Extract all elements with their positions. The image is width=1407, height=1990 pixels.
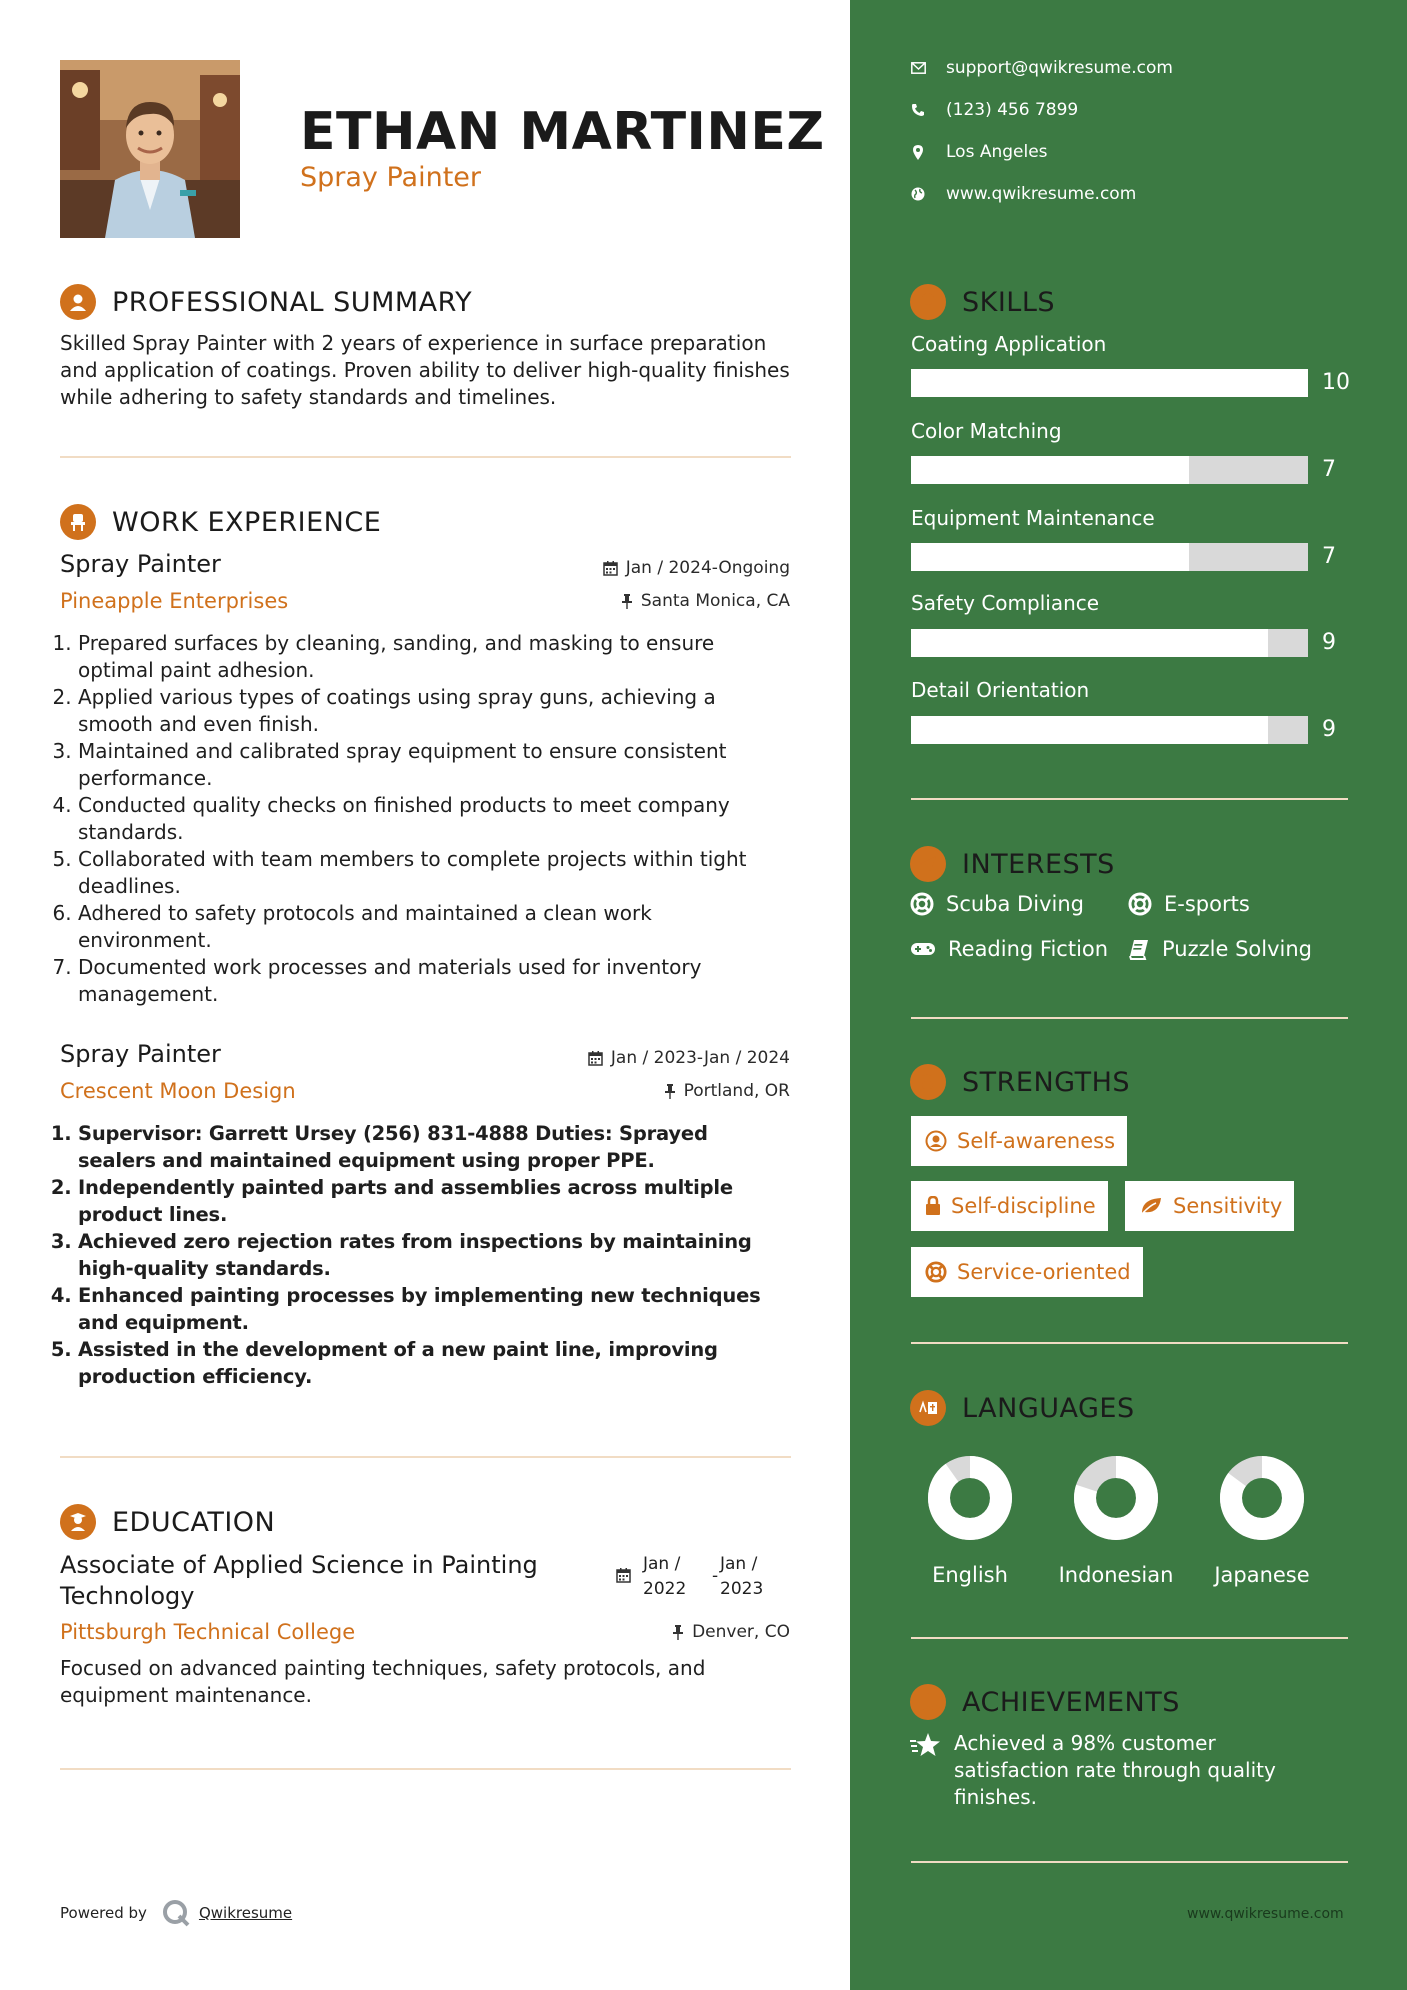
skill-rating: 9 — [1322, 630, 1336, 655]
language-name: Indonesian — [1058, 1563, 1174, 1587]
strength-chip: Self-discipline — [911, 1181, 1108, 1231]
skill-bar-fill — [911, 369, 1308, 397]
gamepad-icon — [910, 940, 936, 958]
candidate-title: Spray Painter — [300, 162, 482, 193]
calendar-icon — [616, 1568, 631, 1587]
list-item: 5. Collaborated with team members to complete projects within tight deadlines. — [78, 846, 780, 900]
job-title: Spray Painter — [60, 1040, 221, 1068]
candidate-name: ETHAN MARTINEZ — [300, 102, 825, 162]
job-company: Crescent Moon Design — [60, 1079, 296, 1103]
job-location: Santa Monica, CA — [621, 591, 790, 611]
contact-website[interactable]: www.qwikresume.com — [910, 184, 1136, 204]
list-item: 4. Conducted quality checks on finished products to meet company standards. — [78, 792, 780, 846]
list-item: 3. Maintained and calibrated spray equipment to ensure consistent performance. — [78, 738, 780, 792]
divider — [60, 1768, 791, 1770]
paper-plane-icon — [910, 846, 946, 882]
lifebuoy-icon — [910, 892, 934, 916]
skill-name: Detail Orientation — [911, 678, 1090, 702]
education-heading-text: EDUCATION — [112, 1506, 276, 1538]
strength-chip: Self-awareness — [911, 1116, 1127, 1166]
skill-bar — [911, 369, 1308, 397]
interest-item: Scuba Diving — [910, 892, 1084, 916]
education-heading — [60, 1504, 275, 1540]
skill-bar-fill — [911, 716, 1268, 744]
summary-text: Skilled Spray Painter with 2 years of experience in surface preparation and application of coatings. Proven ability to deliver high-quality finishes while adhering to safety standards and timelines. — [60, 331, 790, 409]
achievement-item: Achieved a 98% customer satisfaction rate through quality finishes. — [910, 1730, 1294, 1811]
divider — [60, 1456, 791, 1458]
summary-heading-text: PROFESSIONAL SUMMARY — [112, 286, 473, 318]
job-title: Spray Painter — [60, 550, 221, 578]
job-company: Pineapple Enterprises — [60, 589, 289, 613]
language-item — [900, 1455, 1040, 1587]
star-icon — [910, 1732, 942, 1811]
language-item — [1192, 1455, 1332, 1587]
interests-heading-text: INTERESTS — [962, 848, 1115, 880]
list-item: 1. Supervisor: Garrett Ursey (256) 831-4888 Duties: Sprayed sealers and maintained equipment using proper PPE. — [78, 1120, 790, 1174]
experience-heading-text: WORK EXPERIENCE — [112, 506, 382, 538]
language-name: Japanese — [1214, 1563, 1310, 1587]
education-date: Jan / 2022 - Jan / 2023 — [616, 1552, 796, 1602]
skill-name: Safety Compliance — [911, 591, 1100, 615]
languages-heading-text: LANGUAGES — [962, 1392, 1135, 1424]
powered-by: Powered by Qwikresume — [60, 1898, 292, 1928]
skill-bar — [911, 629, 1308, 657]
education-description: Focused on advanced painting techniques, safety protocols, and equipment maintenance. — [60, 1656, 706, 1707]
list-item: 7. Documented work processes and materials used for inventory management. — [78, 954, 780, 1008]
star-badge-icon — [910, 1684, 946, 1720]
skill-bar — [911, 456, 1308, 484]
strength-chip: Service-oriented — [911, 1247, 1143, 1297]
divider — [911, 1637, 1348, 1639]
pin-icon — [664, 1084, 676, 1099]
skill-name: Color Matching — [911, 419, 1062, 443]
book-icon — [1128, 938, 1150, 960]
interest-item: E-sports — [1128, 892, 1250, 916]
achievements-heading-text: ACHIEVEMENTS — [962, 1686, 1180, 1718]
skill-bar-fill — [911, 456, 1189, 484]
skill-rating: 10 — [1322, 370, 1350, 395]
degree-name: Associate of Applied Science in Painting Technology — [60, 1551, 538, 1610]
skill-bar-fill — [911, 543, 1189, 571]
profile-photo — [60, 60, 240, 238]
education-location: Denver, CO — [672, 1622, 790, 1642]
strengths-heading — [910, 1064, 1130, 1100]
language-ring-fill — [939, 1467, 1001, 1529]
contact-location: Los Angeles — [910, 142, 1048, 162]
list-item: 6. Adhered to safety protocols and maintained a clean work environment. — [78, 900, 780, 954]
graduate-icon — [60, 1504, 96, 1540]
calendar-icon — [588, 1051, 603, 1066]
summary-heading — [60, 284, 472, 320]
list-item: 2. Applied various types of coatings using spray guns, achieving a smooth and even finish. — [78, 684, 780, 738]
languages-heading — [910, 1390, 1135, 1426]
language-name: English — [932, 1563, 1008, 1587]
footer-website[interactable]: www.qwikresume.com — [1187, 1906, 1344, 1922]
skill-name: Coating Application — [911, 332, 1107, 356]
pin-icon — [672, 1625, 684, 1640]
skill-bar-fill — [911, 629, 1268, 657]
job-date: Jan / 2024-Ongoing — [603, 558, 790, 578]
divider — [60, 456, 791, 458]
job-date: Jan / 2023-Jan / 2024 — [588, 1048, 790, 1068]
user-circle-icon — [925, 1130, 947, 1152]
lifebuoy-icon — [1128, 892, 1152, 916]
job-duties-list — [60, 1120, 790, 1390]
translate-icon — [910, 1390, 946, 1426]
skill-name: Equipment Maintenance — [911, 506, 1155, 530]
divider — [911, 1861, 1348, 1863]
school-name: Pittsburgh Technical College — [60, 1620, 356, 1644]
qwikresume-link[interactable]: Qwikresume — [161, 1898, 292, 1928]
skills-heading — [910, 284, 1055, 320]
skill-bar — [911, 716, 1308, 744]
divider — [911, 1342, 1348, 1344]
lightbulb-icon — [910, 284, 946, 320]
fist-icon — [910, 1064, 946, 1100]
language-ring — [1219, 1455, 1305, 1541]
lifebuoy-icon — [925, 1261, 947, 1283]
strengths-heading-text: STRENGTHS — [962, 1066, 1131, 1098]
pin-icon — [621, 594, 633, 609]
achievements-heading — [910, 1684, 1180, 1720]
interest-item: Puzzle Solving — [1128, 937, 1312, 961]
language-ring — [927, 1455, 1013, 1541]
skill-rating: 9 — [1322, 717, 1336, 742]
list-item: 1. Prepared surfaces by cleaning, sanding, and masking to ensure optimal paint adhesion. — [78, 630, 780, 684]
job-duties-list — [60, 630, 780, 1008]
leaf-icon — [1139, 1196, 1163, 1216]
interest-item: Reading Fiction — [910, 937, 1108, 961]
contact-email[interactable]: support@qwikresume.com — [910, 58, 1173, 78]
divider — [911, 1017, 1348, 1019]
skill-rating: 7 — [1322, 457, 1336, 482]
list-item: 2. Independently painted parts and assemblies across multiple product lines. — [78, 1174, 790, 1228]
list-item: 3. Achieved zero rejection rates from inspections by maintaining high-quality standards. — [78, 1228, 790, 1282]
lock-icon — [925, 1196, 941, 1216]
interests-heading — [910, 846, 1115, 882]
map-pin-icon — [910, 145, 926, 160]
skill-bar — [911, 543, 1308, 571]
language-item — [1046, 1455, 1186, 1587]
globe-icon — [910, 187, 926, 201]
skills-heading-text: SKILLS — [962, 286, 1056, 318]
divider — [911, 798, 1348, 800]
list-item: 5. Assisted in the development of a new paint line, improving production efficiency. — [78, 1336, 790, 1390]
envelope-icon — [910, 62, 926, 74]
skill-rating: 7 — [1322, 544, 1336, 569]
language-ring — [1073, 1455, 1159, 1541]
strength-chip: Sensitivity — [1125, 1181, 1294, 1231]
user-icon — [60, 284, 96, 320]
contact-phone[interactable]: (123) 456 7899 — [910, 100, 1078, 120]
experience-heading — [60, 504, 381, 540]
qwikresume-logo-icon — [161, 1898, 191, 1928]
phone-icon — [910, 103, 926, 117]
chair-icon — [60, 504, 96, 540]
calendar-icon — [603, 561, 618, 576]
job-location: Portland, OR — [664, 1081, 790, 1101]
list-item: 4. Enhanced painting processes by implementing new techniques and equipment. — [78, 1282, 790, 1336]
